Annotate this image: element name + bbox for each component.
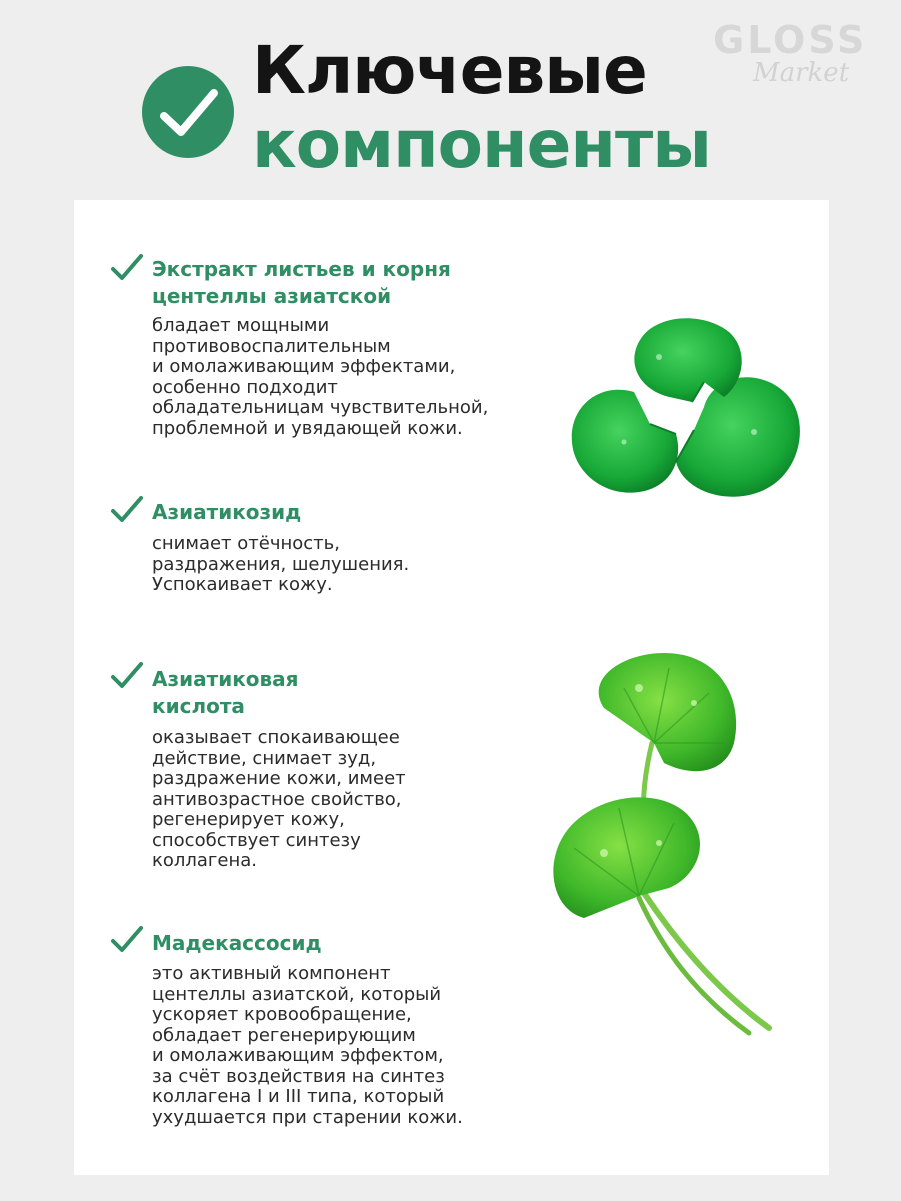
brand-logo [713,18,883,98]
page-title-line-2: компоненты [252,106,711,183]
content-card [74,200,829,1175]
page-title-line-1: Ключевые [252,32,647,109]
ingredient-title: Экстракт листьев и корня центеллы азиатской [152,257,451,308]
centella-leaves-image [564,312,809,507]
ingredient-title: Мадекассосид [152,931,322,955]
checkmark-badge-icon [142,66,234,158]
centella-sprig-image [544,648,784,1038]
checkmark-icon [110,252,144,282]
logo-sub-text: Market [753,58,850,88]
checkmark-icon [110,494,144,524]
ingredient-description: оказывает спокаивающее действие, снимает зуд, раздражение кожи, имеет антивозрастное свойство, регенерирует кожу, способствует синтезу коллагена. [152,727,406,871]
logo-brand-text: GLOSS [713,18,868,62]
ingredient-description: бладает мощными противовоспалительным и омолаживающим эффектами, особенно подходит обладательницам чувствительной, проблемной и увядающей кожи. [152,315,489,439]
ingredient-title: Азиатиковая кислота [152,667,299,718]
ingredient-description: это активный компонент центеллы азиатской, который ускоряет кровообращение, обладает регенерирующим и омолаживающим эффектом, за счёт воздействия на синтез коллагена I и III типа, который ухудшается при старении кожи. [152,963,463,1128]
checkmark-icon [110,660,144,690]
ingredient-title: Азиатикозид [152,500,302,524]
ingredient-description: снимает отёчность, раздражения, шелушения. Успокаивает кожу. [152,533,410,595]
checkmark-icon [110,924,144,954]
